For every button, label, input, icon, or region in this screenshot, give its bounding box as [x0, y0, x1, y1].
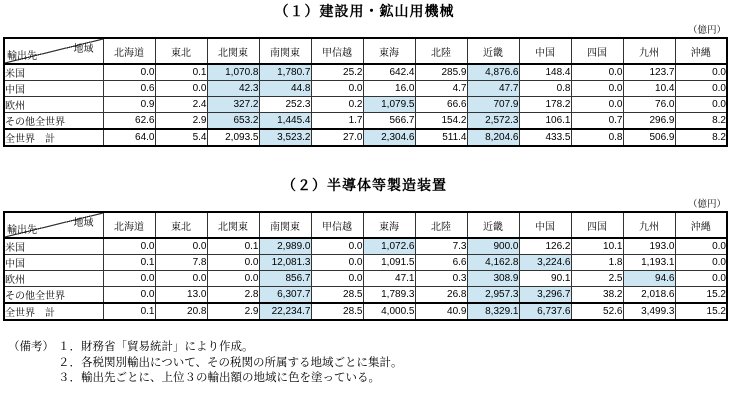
value-cell: 1,193.1 — [623, 255, 675, 271]
column-header-region-10: 九州 — [623, 38, 675, 64]
value-cell: 0.0 — [675, 97, 727, 113]
value-cell: 0.0 — [103, 238, 155, 255]
value-cell-top3-highlight: 42.3 — [207, 81, 259, 97]
value-cell-top3-highlight: 6,307.7 — [259, 287, 311, 304]
value-cell: 47.1 — [363, 271, 415, 287]
value-cell: 0.0 — [103, 287, 155, 304]
value-cell: 0.8 — [571, 129, 623, 146]
value-cell: 27.0 — [311, 129, 363, 146]
value-cell: 4,000.5 — [363, 303, 415, 320]
value-cell: 0.1 — [103, 303, 155, 320]
corner-cell-region-destination — [4, 38, 103, 64]
unit-label-1: （億円） — [687, 25, 726, 36]
value-cell: 0.0 — [155, 271, 207, 287]
value-cell: 6.6 — [415, 255, 467, 271]
value-cell-top3-highlight: 4,162.8 — [467, 255, 519, 271]
value-cell-top3-highlight: 47.7 — [467, 81, 519, 97]
value-cell: 0.2 — [311, 97, 363, 113]
destination-label: 欧州 — [4, 97, 103, 113]
value-cell: 0.0 — [675, 255, 727, 271]
value-cell-top3-highlight: 4,876.6 — [467, 64, 519, 81]
value-cell-top3-highlight: 2,572.3 — [467, 113, 519, 130]
column-header-region-7: 近畿 — [467, 212, 519, 238]
note-item-3: ３．輸出先ごとに、上位３の輸出額の地域に色を塗っている。 — [58, 372, 380, 384]
value-cell: 285.9 — [415, 64, 467, 81]
value-cell: 2,018.6 — [623, 287, 675, 304]
value-cell-top3-highlight: 12,081.3 — [259, 255, 311, 271]
table-row — [4, 255, 727, 271]
destination-label: 全世界 計 — [4, 303, 103, 320]
value-cell: 106.1 — [519, 113, 571, 130]
value-cell-top3-highlight: 327.2 — [207, 97, 259, 113]
destination-label: 中国 — [4, 255, 103, 271]
corner-region-label: 地域 — [73, 44, 94, 55]
column-header-region-5: 東海 — [363, 212, 415, 238]
header-row — [4, 212, 727, 238]
note-item-1: １．財務省「貿易統計」により作成。 — [58, 341, 254, 353]
value-cell-top3-highlight: 3,523.2 — [259, 129, 311, 146]
value-cell-top3-highlight: 6,737.6 — [519, 303, 571, 320]
destination-label: その他全世界 — [4, 287, 103, 304]
value-cell: 0.0 — [675, 64, 727, 81]
destination-label: 欧州 — [4, 271, 103, 287]
value-cell-top3-highlight: 2,304.6 — [363, 129, 415, 146]
value-cell: 566.7 — [363, 113, 415, 130]
value-cell: 252.3 — [259, 97, 311, 113]
value-cell: 0.0 — [571, 64, 623, 81]
value-cell: 1.8 — [571, 255, 623, 271]
value-cell-top3-highlight: 900.0 — [467, 238, 519, 255]
value-cell: 0.0 — [103, 64, 155, 81]
value-cell: 0.3 — [415, 271, 467, 287]
value-cell: 506.9 — [623, 129, 675, 146]
value-cell: 0.0 — [675, 81, 727, 97]
value-cell: 0.7 — [571, 113, 623, 130]
export-table-semiconductor-equipment — [3, 211, 728, 321]
value-cell: 40.9 — [415, 303, 467, 320]
value-cell-top3-highlight: 3,296.7 — [519, 287, 571, 304]
value-cell: 26.8 — [415, 287, 467, 304]
table-row — [4, 271, 727, 287]
value-cell: 28.5 — [311, 303, 363, 320]
value-cell: 0.1 — [103, 255, 155, 271]
value-cell: 296.9 — [623, 113, 675, 130]
notes-prefix-label: （備考） — [8, 341, 54, 353]
value-cell: 66.6 — [415, 97, 467, 113]
corner-destination-label: 輸出先 — [7, 51, 37, 62]
column-header-region-2: 北関東 — [207, 38, 259, 64]
value-cell-top3-highlight: 1,445.4 — [259, 113, 311, 130]
value-cell: 16.0 — [363, 81, 415, 97]
value-cell: 0.0 — [311, 255, 363, 271]
note-item-2: ２．各税関別輸出について、その税関の所属する地域ごとに集計。 — [58, 356, 403, 369]
value-cell-top3-highlight: 1,780.7 — [259, 64, 311, 81]
destination-label: 全世界 計 — [4, 129, 103, 146]
export-table-construction-mining — [3, 37, 728, 147]
column-header-region-6: 北陸 — [415, 212, 467, 238]
value-cell: 2.5 — [571, 271, 623, 287]
value-cell: 0.0 — [155, 81, 207, 97]
value-cell: 13.0 — [155, 287, 207, 304]
value-cell: 0.0 — [311, 81, 363, 97]
value-cell-top3-highlight: 308.9 — [467, 271, 519, 287]
value-cell: 90.1 — [519, 271, 571, 287]
value-cell: 10.1 — [571, 238, 623, 255]
column-header-region-4: 甲信越 — [311, 212, 363, 238]
notes — [8, 340, 729, 387]
total-row — [4, 303, 727, 320]
value-cell: 0.1 — [207, 238, 259, 255]
table-1-title: （１）建設用・鉱山用機械 — [274, 3, 455, 19]
destination-label: 米国 — [4, 64, 103, 81]
total-row — [4, 129, 727, 146]
value-cell-top3-highlight: 8,329.1 — [467, 303, 519, 320]
value-cell: 8.2 — [675, 113, 727, 130]
value-cell: 28.5 — [311, 287, 363, 304]
value-cell: 76.0 — [623, 97, 675, 113]
value-cell-top3-highlight: 653.2 — [207, 113, 259, 130]
value-cell: 0.0 — [207, 255, 259, 271]
destination-label: 中国 — [4, 81, 103, 97]
notes-items — [58, 340, 403, 387]
value-cell: 0.0 — [207, 271, 259, 287]
value-cell: 3,499.3 — [623, 303, 675, 320]
value-cell: 7.3 — [415, 238, 467, 255]
column-header-region-8: 中国 — [519, 38, 571, 64]
value-cell-top3-highlight: 2,957.3 — [467, 287, 519, 304]
value-cell-top3-highlight: 3,224.6 — [519, 255, 571, 271]
value-cell: 433.5 — [519, 129, 571, 146]
section-gap — [0, 147, 729, 174]
destination-label: その他全世界 — [4, 113, 103, 130]
value-cell: 52.6 — [571, 303, 623, 320]
value-cell: 1,091.5 — [363, 255, 415, 271]
table-row — [4, 287, 727, 304]
value-cell: 64.0 — [103, 129, 155, 146]
value-cell: 123.7 — [623, 64, 675, 81]
value-cell-top3-highlight: 1,079.5 — [363, 97, 415, 113]
column-header-region-8: 中国 — [519, 212, 571, 238]
value-cell: 4.7 — [415, 81, 467, 97]
value-cell: 8.2 — [675, 129, 727, 146]
value-cell: 642.4 — [363, 64, 415, 81]
column-header-region-9: 四国 — [571, 38, 623, 64]
value-cell: 62.6 — [103, 113, 155, 130]
value-cell: 0.0 — [311, 271, 363, 287]
value-cell: 1.7 — [311, 113, 363, 130]
value-cell: 10.4 — [623, 81, 675, 97]
value-cell-top3-highlight: 1,072.6 — [363, 238, 415, 255]
value-cell: 0.0 — [675, 271, 727, 287]
header-row — [4, 38, 727, 64]
column-header-region-3: 南関東 — [259, 212, 311, 238]
table-row — [4, 64, 727, 81]
column-header-region-5: 東海 — [363, 38, 415, 64]
value-cell: 0.0 — [311, 238, 363, 255]
value-cell: 178.2 — [519, 97, 571, 113]
column-header-region-10: 九州 — [623, 212, 675, 238]
value-cell-top3-highlight: 94.6 — [623, 271, 675, 287]
value-cell: 15.2 — [675, 287, 727, 304]
value-cell: 2.4 — [155, 97, 207, 113]
value-cell: 2.8 — [207, 287, 259, 304]
value-cell: 154.2 — [415, 113, 467, 130]
table-row — [4, 81, 727, 97]
column-header-region-11: 沖縄 — [675, 38, 727, 64]
table-row — [4, 113, 727, 130]
corner-region-label: 地域 — [73, 218, 94, 229]
value-cell: 0.9 — [103, 97, 155, 113]
value-cell: 511.4 — [415, 129, 467, 146]
value-cell-top3-highlight: 8,204.6 — [467, 129, 519, 146]
value-cell: 15.2 — [675, 303, 727, 320]
value-cell: 20.8 — [155, 303, 207, 320]
value-cell-top3-highlight: 856.7 — [259, 271, 311, 287]
column-header-region-2: 北関東 — [207, 212, 259, 238]
corner-cell-region-destination — [4, 212, 103, 238]
value-cell: 0.0 — [571, 97, 623, 113]
value-cell: 1,789.3 — [363, 287, 415, 304]
value-cell: 0.0 — [155, 238, 207, 255]
column-header-region-3: 南関東 — [259, 38, 311, 64]
value-cell: 38.2 — [571, 287, 623, 304]
value-cell-top3-highlight: 1,070.8 — [207, 64, 259, 81]
column-header-region-4: 甲信越 — [311, 38, 363, 64]
value-cell: 2.9 — [155, 113, 207, 130]
value-cell: 7.8 — [155, 255, 207, 271]
corner-destination-label: 輸出先 — [7, 225, 37, 236]
column-header-region-7: 近畿 — [467, 38, 519, 64]
value-cell: 0.0 — [571, 81, 623, 97]
column-header-region-11: 沖縄 — [675, 212, 727, 238]
column-header-region-0: 北海道 — [103, 212, 155, 238]
destination-label: 米国 — [4, 238, 103, 255]
value-cell: 0.0 — [103, 271, 155, 287]
value-cell: 2,093.5 — [207, 129, 259, 146]
table-2-title: （２）半導体等製造装置 — [282, 177, 447, 193]
table-row — [4, 238, 727, 255]
value-cell-top3-highlight: 707.9 — [467, 97, 519, 113]
value-cell: 193.0 — [623, 238, 675, 255]
column-header-region-0: 北海道 — [103, 38, 155, 64]
value-cell: 25.2 — [311, 64, 363, 81]
value-cell: 0.0 — [675, 238, 727, 255]
table-row — [4, 97, 727, 113]
value-cell: 5.4 — [155, 129, 207, 146]
value-cell-top3-highlight: 44.8 — [259, 81, 311, 97]
value-cell-top3-highlight: 2,989.0 — [259, 238, 311, 255]
column-header-region-1: 東北 — [155, 212, 207, 238]
value-cell: 148.4 — [519, 64, 571, 81]
value-cell: 126.2 — [519, 238, 571, 255]
column-header-region-6: 北陸 — [415, 38, 467, 64]
column-header-region-9: 四国 — [571, 212, 623, 238]
unit-label-2: （億円） — [687, 199, 726, 210]
value-cell: 0.1 — [155, 64, 207, 81]
column-header-region-1: 東北 — [155, 38, 207, 64]
value-cell-top3-highlight: 22,234.7 — [259, 303, 311, 320]
value-cell: 0.8 — [519, 81, 571, 97]
value-cell: 2.9 — [207, 303, 259, 320]
value-cell: 0.6 — [103, 81, 155, 97]
